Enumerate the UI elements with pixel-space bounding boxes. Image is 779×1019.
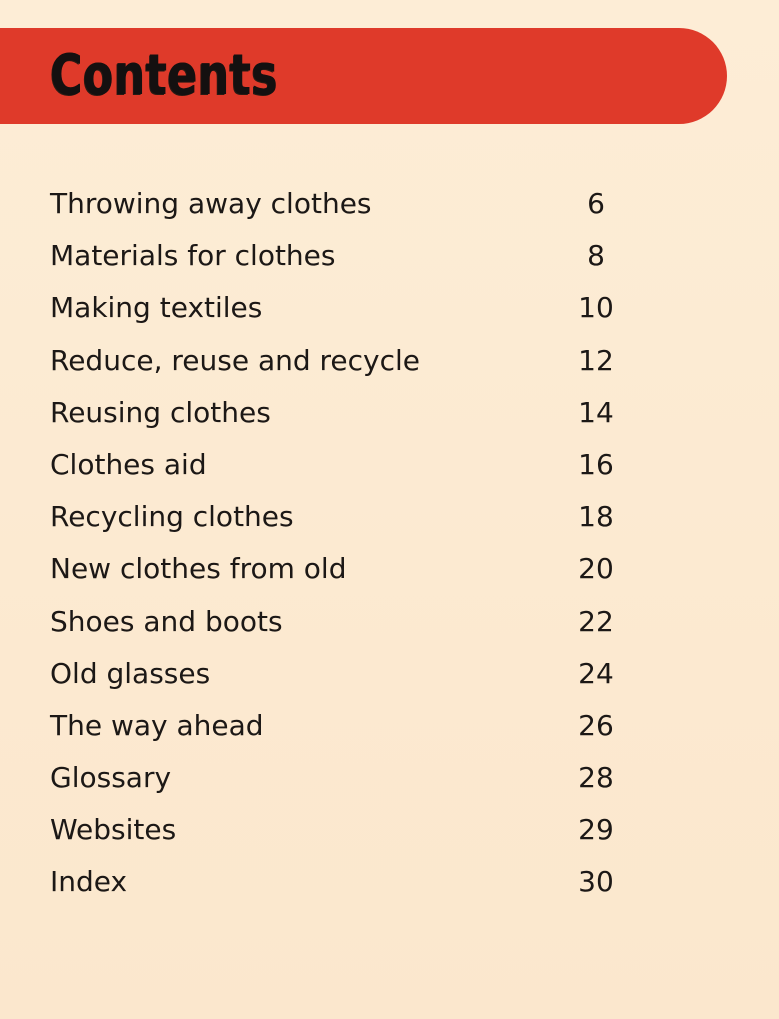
toc-entry-title: Old glasses — [50, 656, 211, 690]
toc-entry-title: Websites — [50, 813, 177, 847]
toc-entry-page: 30 — [578, 865, 614, 899]
toc-entry-title: New clothes from old — [50, 552, 347, 586]
toc-entry-title: Index — [50, 865, 128, 899]
toc-entry-page: 16 — [578, 447, 614, 481]
toc-entry[interactable] — [50, 648, 650, 700]
toc-entry[interactable] — [50, 596, 650, 648]
toc-entry-page: 24 — [578, 656, 614, 690]
toc-entry-page: 18 — [578, 500, 614, 534]
toc-entry-page: 8 — [587, 239, 605, 273]
toc-entry-page: 26 — [578, 708, 614, 742]
toc-entry-page: 22 — [578, 604, 614, 638]
toc-entry-title: Recycling clothes — [50, 500, 294, 534]
toc-entry-title: Reduce, reuse and recycle — [50, 343, 421, 377]
table-of-contents — [50, 178, 650, 909]
toc-entry-title: Throwing away clothes — [50, 187, 372, 220]
toc-entry[interactable] — [50, 543, 650, 595]
toc-entry-page: 14 — [578, 395, 614, 429]
toc-entry[interactable] — [50, 439, 650, 491]
toc-entry[interactable] — [50, 387, 650, 439]
toc-entry-page: 12 — [578, 343, 614, 377]
toc-entry[interactable] — [50, 856, 650, 908]
toc-entry[interactable] — [50, 282, 650, 334]
page-title: Contents — [50, 43, 278, 108]
toc-entry-title: Materials for clothes — [50, 239, 336, 273]
toc-entry[interactable] — [50, 700, 650, 752]
toc-entry[interactable] — [50, 335, 650, 387]
toc-entry[interactable] — [50, 178, 650, 230]
toc-entry-title: Making textiles — [50, 291, 263, 325]
toc-entry[interactable] — [50, 804, 650, 856]
toc-entry-page: 29 — [578, 813, 614, 847]
toc-entry-page: 6 — [587, 187, 605, 220]
toc-entry-page: 10 — [578, 291, 614, 325]
toc-entry-title: Clothes aid — [50, 447, 207, 481]
toc-entry[interactable] — [50, 491, 650, 543]
toc-entry-title: The way ahead — [50, 708, 264, 742]
toc-entry-page: 28 — [578, 761, 614, 795]
toc-entry[interactable] — [50, 752, 650, 804]
toc-entry[interactable] — [50, 230, 650, 282]
toc-entry-page: 20 — [578, 552, 614, 586]
toc-entry-title: Reusing clothes — [50, 395, 271, 429]
toc-entry-title: Glossary — [50, 761, 172, 795]
toc-entry-title: Shoes and boots — [50, 604, 283, 638]
